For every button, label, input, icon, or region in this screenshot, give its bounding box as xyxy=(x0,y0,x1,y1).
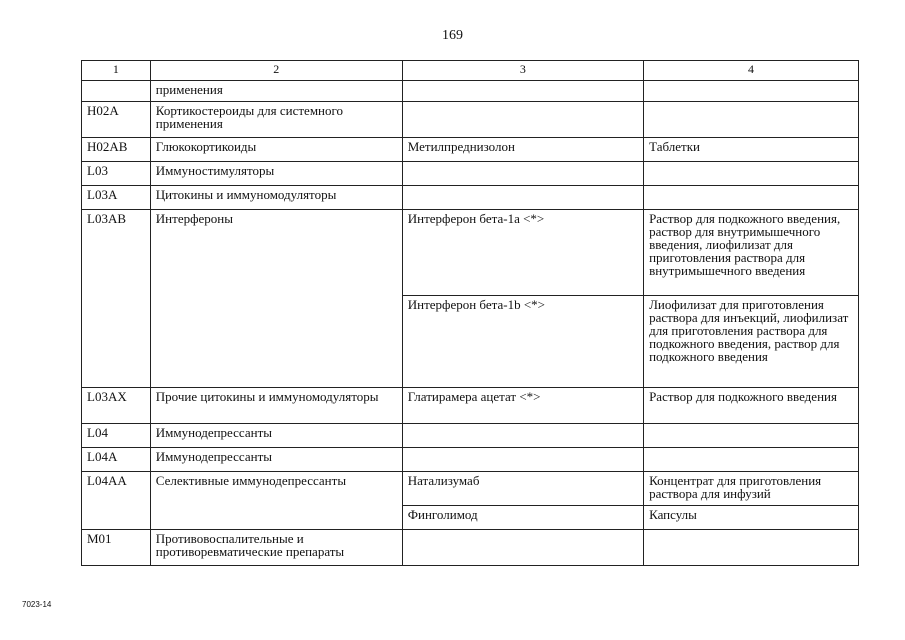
dosage-form xyxy=(644,448,859,472)
group-name: Цитокины и иммуномодуляторы xyxy=(150,186,402,210)
medication-table xyxy=(81,60,859,566)
table-row xyxy=(82,472,859,506)
column-header: 2 xyxy=(150,61,402,81)
dosage-form xyxy=(644,424,859,448)
dosage-form: Капсулы xyxy=(644,506,859,530)
atc-code: H02A xyxy=(82,102,151,138)
drug-name xyxy=(402,186,643,210)
group-name: Иммунодепрессанты xyxy=(150,448,402,472)
table-row xyxy=(82,162,859,186)
table-header-row xyxy=(82,61,859,81)
table-row xyxy=(82,102,859,138)
atc-code: L03AB xyxy=(82,210,151,388)
atc-code: M01 xyxy=(82,530,151,566)
group-name: Интерфероны xyxy=(150,210,402,388)
dosage-form xyxy=(644,162,859,186)
document-code: 7023-14 xyxy=(22,600,52,609)
drug-name: Финголимод xyxy=(402,506,643,530)
drug-name: Интерферон бета-1b <*> xyxy=(402,296,643,388)
dosage-form: Раствор для подкожного введения xyxy=(644,388,859,424)
drug-name: Интерферон бета-1а <*> xyxy=(402,210,643,296)
atc-code: L03AX xyxy=(82,388,151,424)
drug-name xyxy=(402,448,643,472)
table-row xyxy=(82,81,859,102)
group-name: применения xyxy=(150,81,402,102)
drug-name xyxy=(402,424,643,448)
group-name: Кортикостероиды для системного применения xyxy=(150,102,402,138)
dosage-form: Таблетки xyxy=(644,138,859,162)
group-name: Селективные иммунодепрессанты xyxy=(150,472,402,530)
table-row xyxy=(82,388,859,424)
column-header: 4 xyxy=(644,61,859,81)
group-name: Противовоспалительные и противоревматические препараты xyxy=(150,530,402,566)
column-header: 3 xyxy=(402,61,643,81)
dosage-form: Лиофилизат для приготовления раствора для инъекций, лиофилизат для приготовления раствора для подкожного введения, раствор для подкожного введения xyxy=(644,296,859,388)
drug-name xyxy=(402,162,643,186)
atc-code: L04AA xyxy=(82,472,151,530)
dosage-form xyxy=(644,102,859,138)
dosage-form xyxy=(644,530,859,566)
table-row xyxy=(82,424,859,448)
column-header: 1 xyxy=(82,61,151,81)
dosage-form: Раствор для подкожного введения, раствор для внутримышечного введения, лиофилизат для приготовления раствора для внутримышечного введения xyxy=(644,210,859,296)
table-row xyxy=(82,186,859,210)
table-row xyxy=(82,138,859,162)
atc-code: L03 xyxy=(82,162,151,186)
atc-code xyxy=(82,81,151,102)
table-row xyxy=(82,210,859,296)
atc-code: H02AB xyxy=(82,138,151,162)
group-name: Глюкокортикоиды xyxy=(150,138,402,162)
drug-name: Глатирамера ацетат <*> xyxy=(402,388,643,424)
group-name: Иммунодепрессанты xyxy=(150,424,402,448)
drug-name xyxy=(402,530,643,566)
atc-code: L04A xyxy=(82,448,151,472)
dosage-form xyxy=(644,186,859,210)
table-row xyxy=(82,448,859,472)
atc-code: L03A xyxy=(82,186,151,210)
table-row xyxy=(82,530,859,566)
dosage-form: Концентрат для приготовления раствора для инфузий xyxy=(644,472,859,506)
group-name: Иммуностимуляторы xyxy=(150,162,402,186)
dosage-form xyxy=(644,81,859,102)
drug-name: Натализумаб xyxy=(402,472,643,506)
group-name: Прочие цитокины и иммуномодуляторы xyxy=(150,388,402,424)
drug-name xyxy=(402,102,643,138)
page-number: 169 xyxy=(442,28,463,43)
atc-code: L04 xyxy=(82,424,151,448)
drug-name: Метилпреднизолон xyxy=(402,138,643,162)
drug-name xyxy=(402,81,643,102)
